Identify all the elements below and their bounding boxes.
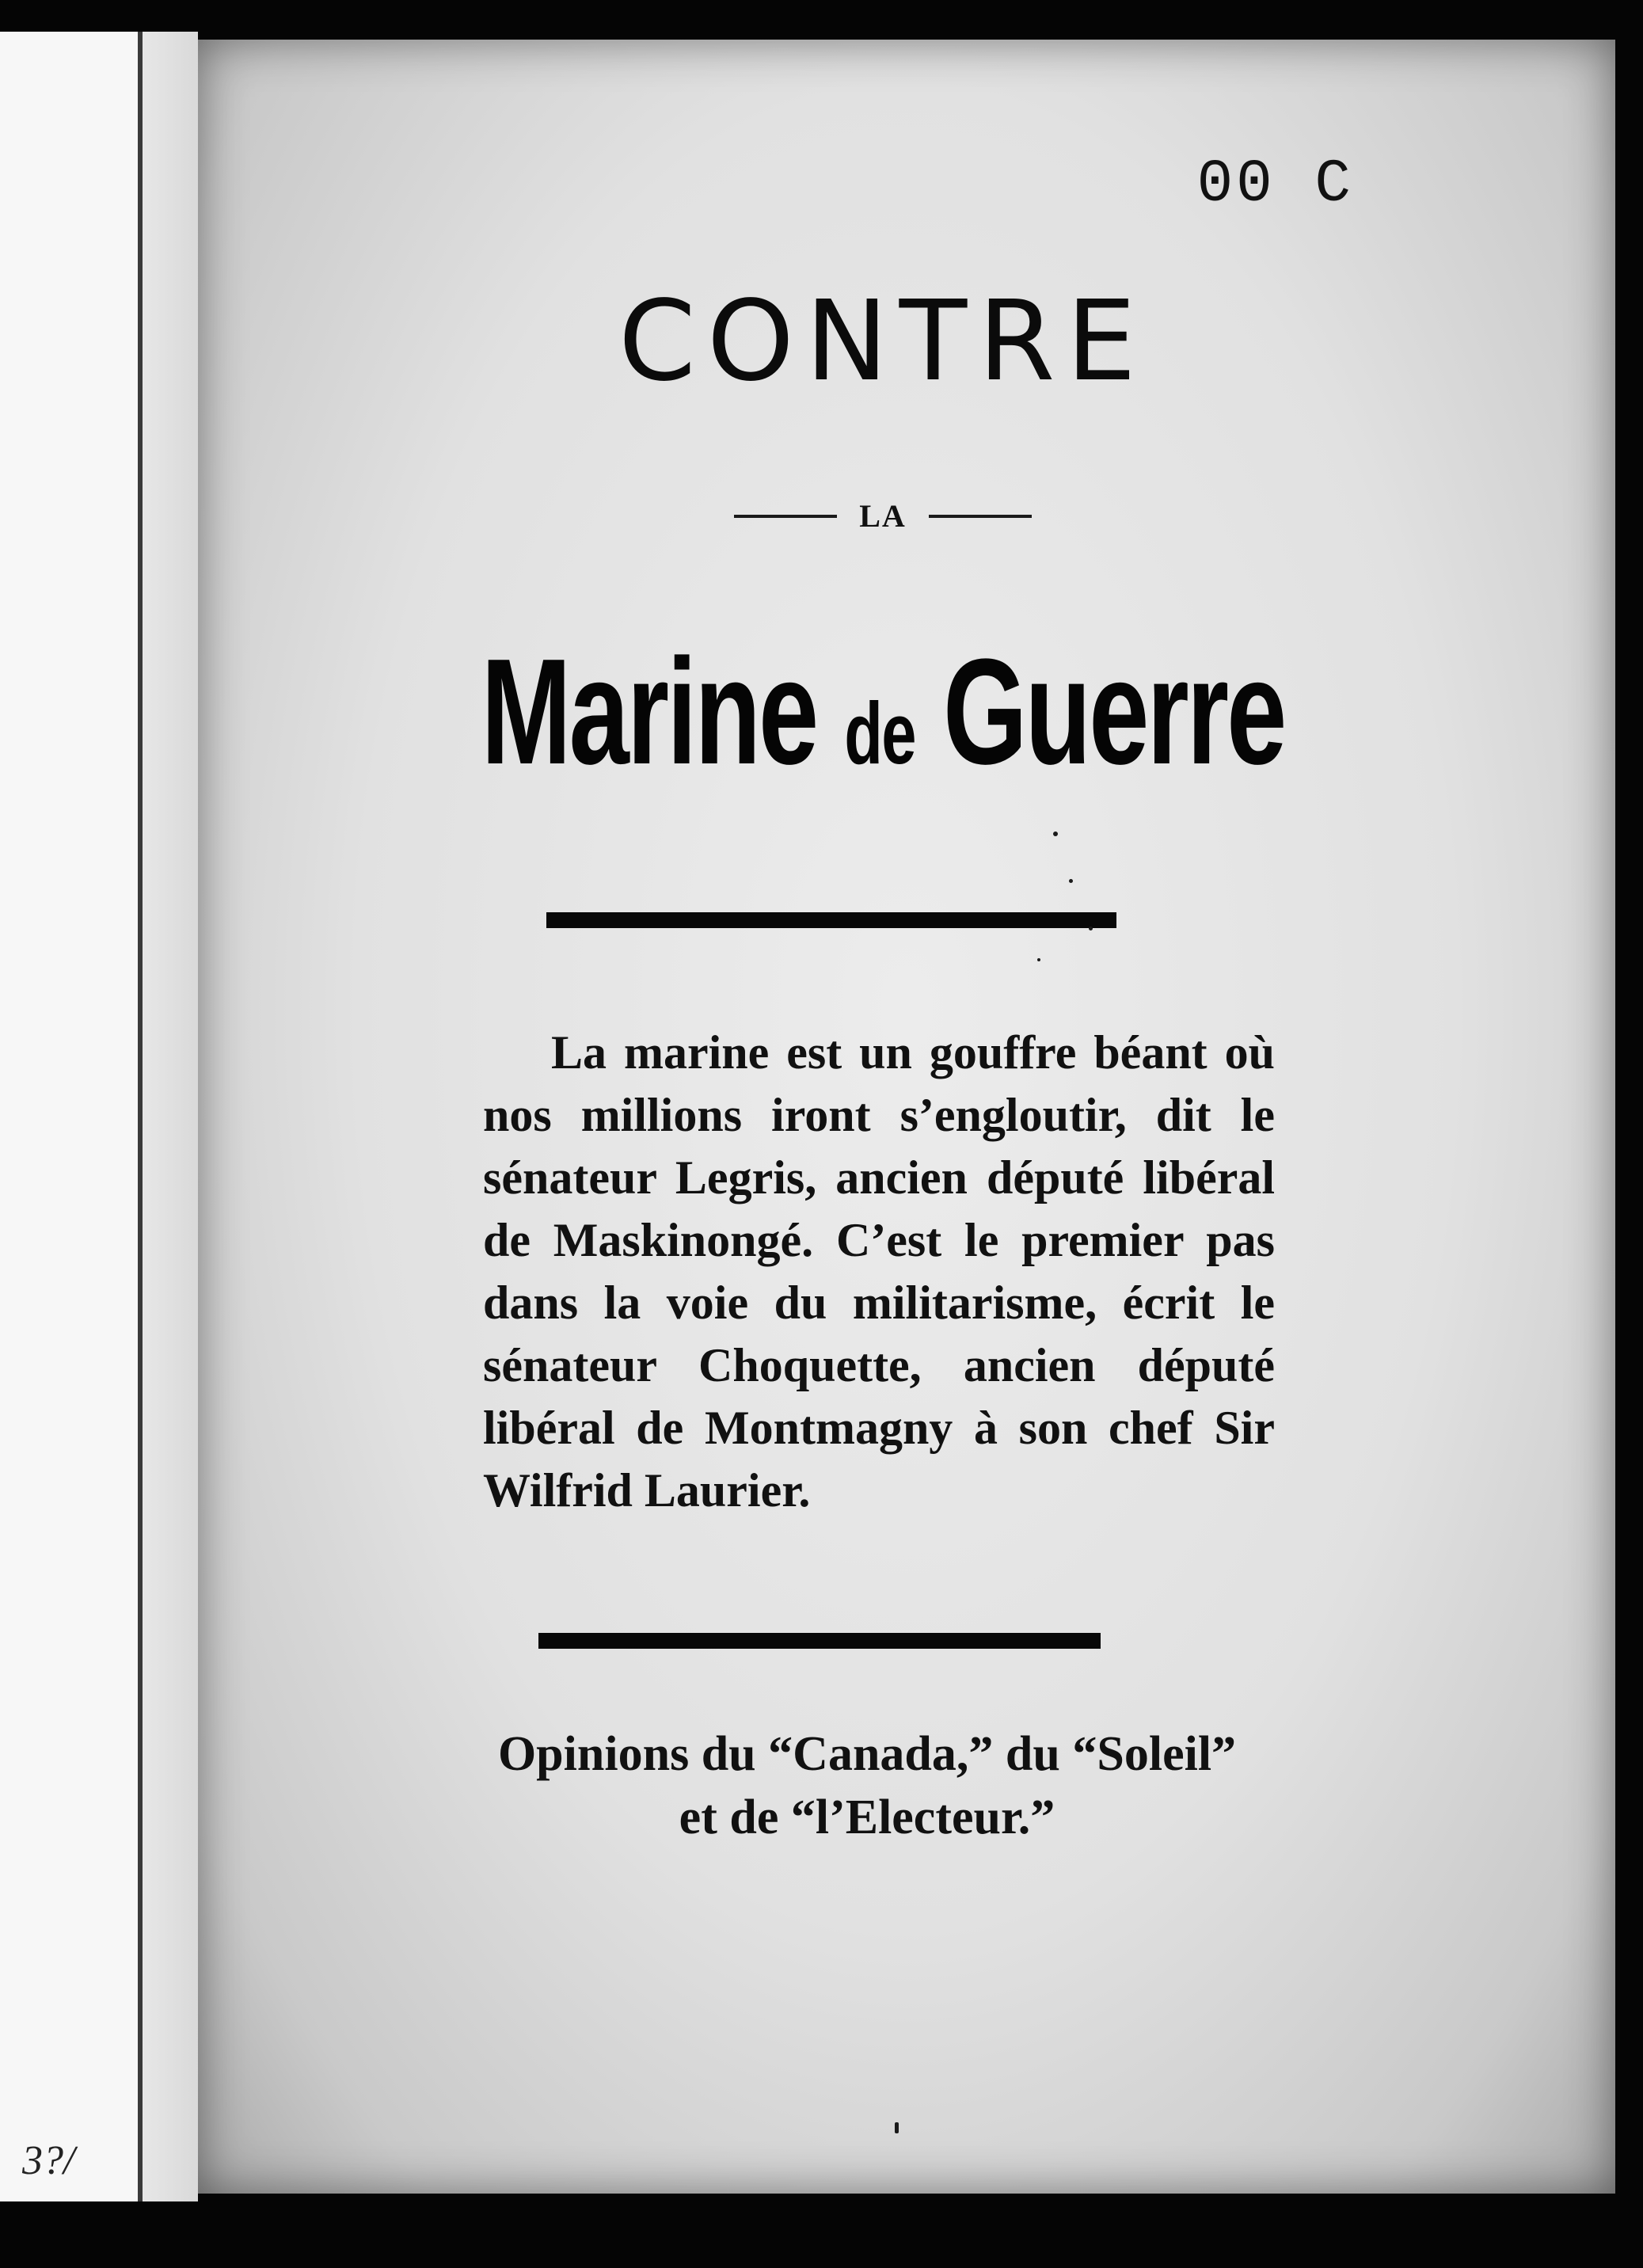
connector-la: LA — [859, 498, 907, 534]
title-word-guerre: Guerre — [943, 628, 1285, 796]
right-dash — [929, 515, 1032, 518]
print-speck — [1089, 927, 1093, 930]
print-speck — [1037, 958, 1040, 961]
shelf-mark: 3?/ — [22, 2138, 75, 2183]
print-speck — [1069, 879, 1073, 883]
opinions-line-1: Opinions du “Canada,” du “Soleil” — [497, 1727, 1237, 1781]
left-dash — [734, 515, 837, 518]
divider-rule-bottom — [538, 1633, 1101, 1649]
catalog-mark: 00 C — [1196, 150, 1354, 219]
title-word-de: de — [844, 685, 915, 782]
opinions-line-2: et de “l’Electeur.” — [679, 1790, 1055, 1844]
main-title — [356, 626, 1410, 798]
connector-row — [150, 497, 1615, 535]
print-speck — [1053, 831, 1058, 836]
document-page — [198, 40, 1615, 2194]
heading-contre: CONTRE — [618, 277, 1147, 406]
title-word-marine: Marine — [481, 628, 817, 796]
quote-paragraph: La marine est un gouffre béant où nos millions iront s’engloutir, dit le sénateur Legris, ancien député libéral de Maskinongé. C’est le premier pas dans la voie du militarisme, écrit le sénateur Choquette, ancien député libéral de Montmagny à son chef Sir Wilfrid Laurier. — [483, 1026, 1275, 1516]
divider-rule-top — [546, 912, 1116, 928]
opinions-block — [119, 1722, 1615, 1849]
print-speck — [895, 2122, 899, 2133]
